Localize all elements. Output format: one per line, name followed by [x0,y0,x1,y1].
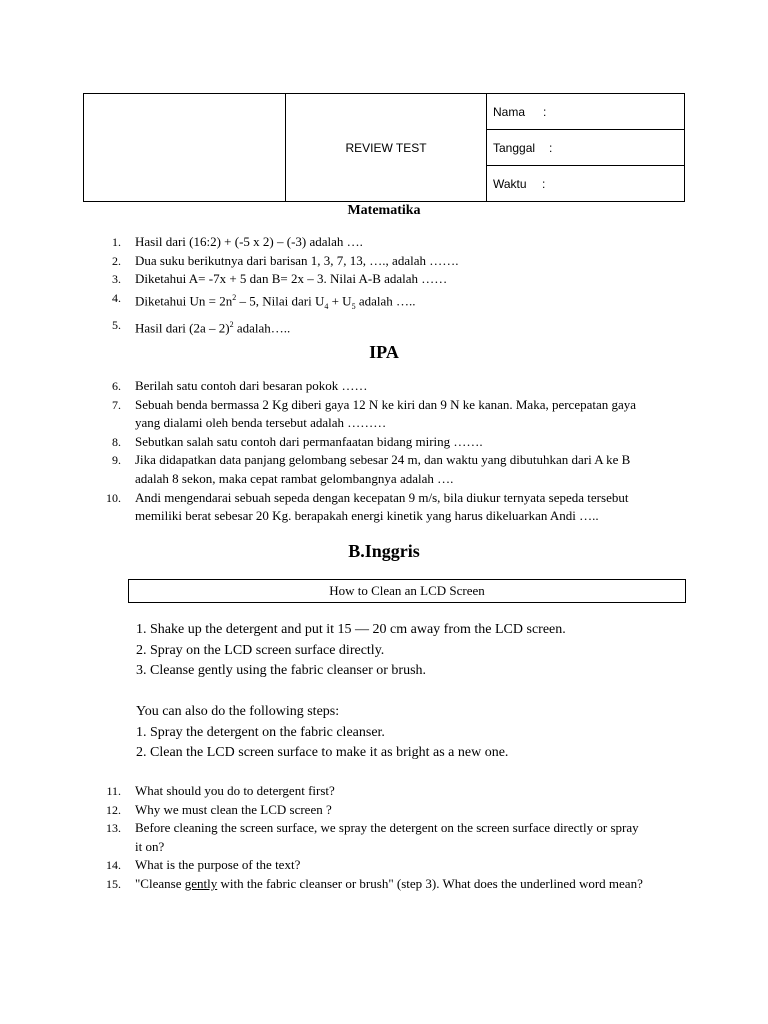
name-field [487,94,685,130]
reading-title-box: How to Clean an LCD Screen [128,579,686,603]
question-item: 12. Why we must clean the LCD screen ? [106,801,332,817]
question-item: 8. Sebutkan salah satu contoh dari permanfaatan bidang miring ……. [112,433,483,449]
section-title-matematika: Matematika [347,203,421,218]
test-title: REVIEW TEST [286,94,487,202]
ipa-question-list [83,377,703,526]
reading-alt-intro: You can also do the following steps: [136,704,340,719]
reading-step: 2. Clean the LCD screen surface to make it as bright as a new one. [136,745,509,760]
name-label: Nama [493,104,526,119]
matematika-question-list [83,233,703,338]
question-item: 4. Diketahui $Un = 2n^2 - 5$, Nilai dari $U_4 + U_5$ adalah ….. [112,290,416,311]
reading-step: 1. Spray the detergent on the fabric cleanser. [136,724,385,740]
reading-step: 1. Shake up the detergent and put it 15 — 20 cm away from the LCD screen. [136,622,566,637]
reading-alt-steps [136,702,508,764]
question-item: 5. Hasil dari (2a – 2)$^2$ adalah….. [112,318,291,336]
section-title-binggris: B.Inggris [348,541,420,561]
reading-step: 2. Spray on the LCD screen surface directly. [136,642,385,658]
english-question-list [83,782,703,894]
question-item: 14. What is the purpose of the text? [106,857,301,873]
question-item: 1. Hasil dari (16:2) + (-5 x 2) – (-3) adalah …. [112,234,363,249]
question-item: 2. Dua suku berikutnya dari barisan 1, 3, 7, 13, …., adalah ……. [112,252,459,268]
reading-step: 3. Cleanse gently using the fabric cleanser or brush. [136,663,427,678]
question-item: 13. Before cleaning the screen surface, we spray the detergent on the screen surface directly or spray it on? [106,820,639,854]
question-item: 11. What should you do to detergent first? [106,783,335,798]
date-label: Tanggal [493,140,536,155]
date-colon: : [549,140,553,155]
question-item: 6. Berilah satu contoh dari besaran pokok …… [112,378,368,393]
question-item: 3. Diketahui A= -7x + 5 dan B= 2x – 3. Nilai A-B adalah …… [112,271,448,287]
name-colon: : [543,104,547,119]
question-item: 9. Jika didapatkan data panjang gelombang sebesar 24 m, dan waktu yang dibutuhkan dari A ke B adalah 8 sekon, maka cepat rambat gelombangnya adalah …. [112,452,631,486]
time-label: Waktu [493,176,527,191]
time-field [487,166,685,202]
question-item: 15. "Cleanse gently with the fabric cleanser or brush" (step 3). What does the underlined word mean? [106,875,643,891]
underlined-word: gently [184,875,218,891]
logo-cell [84,94,286,202]
question-item: 7. Sebuah benda bermassa 2 Kg diberi gaya 12 N ke kiri dan 9 N ke kanan. Maka, percepatan gaya yang dialami oleh benda tersebut adalah ……… [112,396,637,431]
time-colon: : [542,176,546,191]
question-item: 10. Andi mengendarai sebuah sepeda dengan kecepatan 9 m/s, bila diukur ternyata sepeda tersebut memiliki berat sebesar 20 Kg. berapakah energi kinetik yang harus dikeluarkan Andi ….. [106,489,629,524]
header-table [83,93,685,202]
reading-steps [136,620,566,682]
section-title-ipa: IPA [369,342,399,362]
date-field [487,130,685,166]
